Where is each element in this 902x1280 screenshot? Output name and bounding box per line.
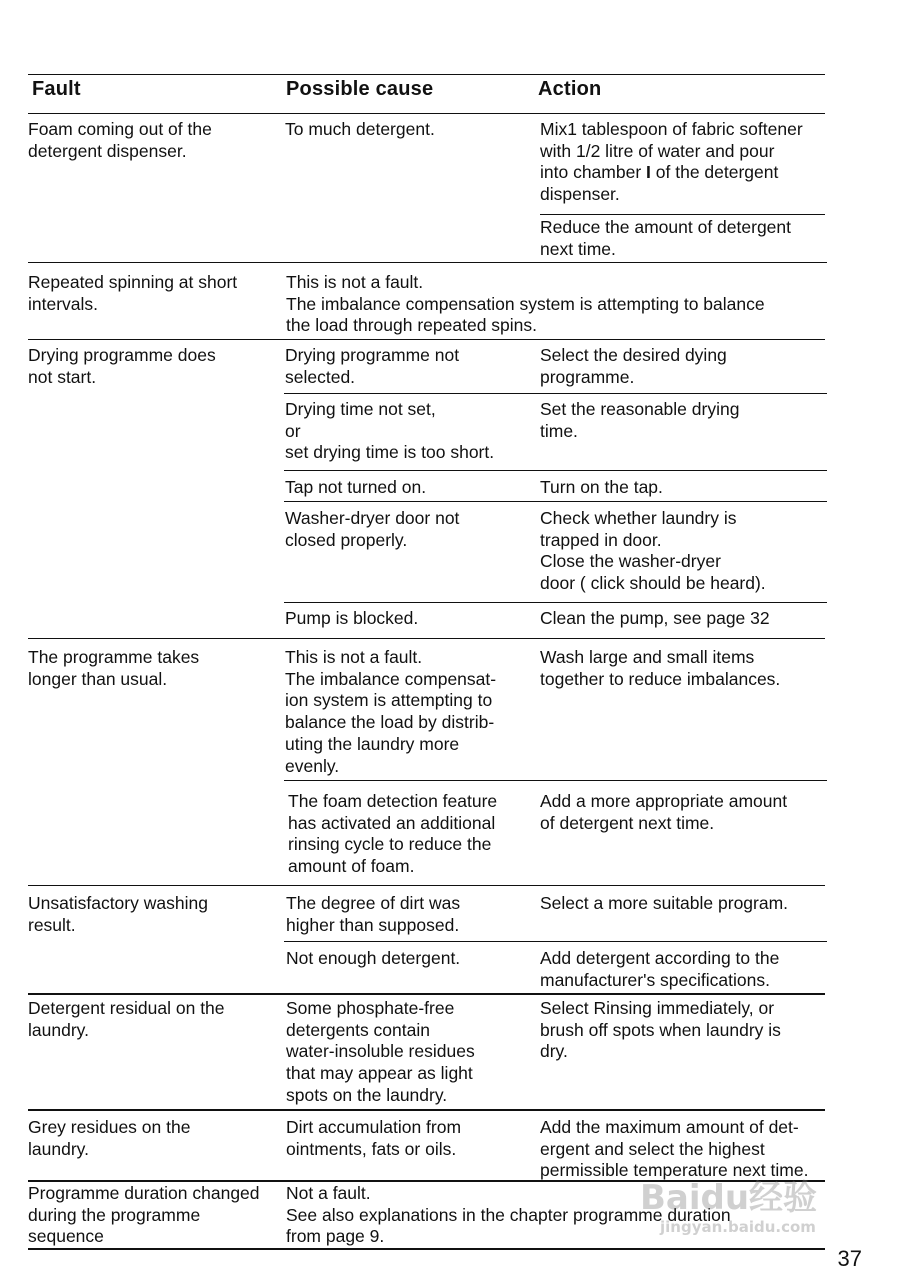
r1-action-1-text-a: Mix1 tablespoon of fabric softener with 1/2 litre of water and pour into chamber xyxy=(540,119,803,183)
r7-cause: Dirt accumulation from ointments, fats or oils. xyxy=(286,1117,462,1159)
r8-cause: Not a fault. See also explanations in the chapter programme duration from page 9. xyxy=(286,1183,731,1247)
r3-action-2: Set the reasonable drying time. xyxy=(540,399,740,441)
r3-cause-3: Tap not turned on. xyxy=(285,477,427,497)
r6-action: Select Rinsing immediately, or brush off spots when laundry is dry. xyxy=(540,998,781,1062)
r6-fault: Detergent residual on the laundry. xyxy=(28,998,225,1040)
rule-r3-1 xyxy=(284,393,827,394)
r4-cause-2: The foam detection feature has activated an additional rinsing cycle to reduce the amount of foam. xyxy=(288,791,498,877)
rule-bottom xyxy=(28,1248,825,1250)
r1-action-1 xyxy=(540,119,803,206)
r1-action-1-chamber: I xyxy=(646,162,651,183)
r3-action-3: Turn on the tap. xyxy=(540,477,663,497)
rule-top xyxy=(28,74,825,75)
header-fault: Fault xyxy=(32,78,81,100)
r5-action-2: Add detergent according to the manufacturer's specifications. xyxy=(540,948,780,990)
r5-cause-2: Not enough detergent. xyxy=(286,948,461,968)
r4-fault: The programme takes longer than usual. xyxy=(28,647,200,689)
r3-cause-2: Drying time not set, or set drying time is too short. xyxy=(285,399,495,463)
rule-r1-actions xyxy=(540,214,825,215)
rule-r3-3 xyxy=(284,501,827,502)
r4-action-2: Add a more appropriate amount of detergent next time. xyxy=(540,791,788,833)
rule-r3 xyxy=(28,638,825,639)
r3-cause-4: Washer-dryer door not closed properly. xyxy=(285,508,460,550)
rule-r2 xyxy=(28,339,825,340)
r1-action-2: Reduce the amount of detergent next time. xyxy=(540,217,792,259)
rule-r3-2 xyxy=(284,470,827,471)
r1-cause: To much detergent. xyxy=(285,119,435,139)
r7-action: Add the maximum amount of det- ergent and select the highest permissible temperature next time. xyxy=(540,1117,809,1181)
rule-r5-1 xyxy=(284,941,827,942)
r3-fault: Drying programme does not start. xyxy=(28,345,216,387)
rule-r4-1 xyxy=(284,780,827,781)
r4-action-1: Wash large and small items together to reduce imbalances. xyxy=(540,647,781,689)
r8-fault: Programme duration changed during the programme sequence xyxy=(28,1183,260,1247)
r5-action-1: Select a more suitable program. xyxy=(540,893,789,913)
watermark-url: jingyan.baidu.com xyxy=(660,1218,816,1236)
rule-r1 xyxy=(28,262,827,263)
r5-cause-1: The degree of dirt was higher than supposed. xyxy=(286,893,461,935)
header-action: Action xyxy=(538,78,602,100)
rule-r6 xyxy=(28,1109,825,1111)
r4-cause-1: This is not a fault. The imbalance compensat- ion system is attempting to balance the load by distrib- uting the laundry more evenly. xyxy=(285,647,497,776)
header-possible-cause: Possible cause xyxy=(286,78,434,100)
r2-fault: Repeated spinning at short intervals. xyxy=(28,272,238,314)
r1-fault: Foam coming out of the detergent dispenser. xyxy=(28,119,212,161)
watermark-logo: Baidu经验 xyxy=(640,1178,818,1218)
r3-action-5: Clean the pump, see page 32 xyxy=(540,608,770,628)
r6-cause: Some phosphate-free detergents contain water-insoluble residues that may appear as light spots on the laundry. xyxy=(286,998,475,1105)
r3-action-4: Check whether laundry is trapped in door. Close the washer-dryer door ( click should be heard). xyxy=(540,508,766,594)
r5-fault: Unsatisfactory washing result. xyxy=(28,893,208,935)
r7-fault: Grey residues on the laundry. xyxy=(28,1117,191,1159)
rule-r4 xyxy=(28,885,825,886)
r3-cause-5: Pump is blocked. xyxy=(285,608,419,628)
rule-r3-4 xyxy=(284,602,827,603)
page-number: 37 xyxy=(837,1246,862,1271)
r3-cause-1: Drying programme not selected. xyxy=(285,345,460,387)
r3-action-1: Select the desired dying programme. xyxy=(540,345,727,387)
rule-r5 xyxy=(28,993,825,995)
rule-header xyxy=(28,113,825,114)
r2-cause: This is not a fault. The imbalance compensation system is attempting to balance the load through repeated spins. xyxy=(286,272,765,336)
r1-action-1-text-b: of the detergent dispenser. xyxy=(540,162,779,205)
